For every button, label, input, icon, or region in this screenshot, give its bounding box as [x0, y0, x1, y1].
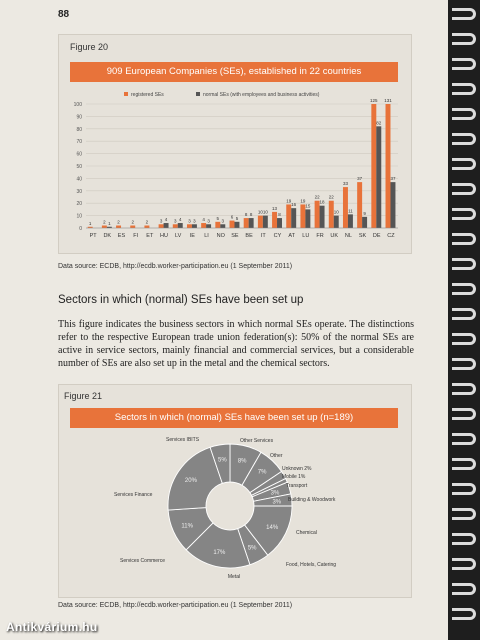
x-tick-label: DE	[372, 233, 381, 239]
y-tick-label: 40	[76, 176, 82, 183]
bar	[286, 204, 291, 228]
bar	[159, 224, 164, 228]
x-tick-label: LI	[204, 233, 209, 239]
x-tick-label: UK	[330, 233, 339, 239]
y-tick-label: 20	[76, 201, 82, 208]
spiral-ring	[452, 483, 476, 495]
bar	[116, 226, 121, 228]
slice-category-label: Other	[270, 453, 283, 459]
bar-chart	[64, 84, 404, 248]
spiral-ring	[452, 508, 476, 520]
bar	[263, 216, 268, 228]
page-number: 88	[58, 9, 70, 20]
spiral-ring	[452, 208, 476, 220]
bar	[315, 201, 320, 228]
section-body-text: This figure indicates the business sectors in which normal SEs operate. The distinctions refer to the respective European trade union federation(s): 50% of the normal SEs are active in service sectors, mainly financial and commercial services, but a considerable number of SEs are also set up in the metal and the chemical sectors.	[58, 319, 414, 369]
slice-percent-label: 20%	[184, 477, 197, 484]
bar	[272, 212, 277, 228]
bar-value-label: 22	[314, 194, 320, 200]
slice-category-label: Unknown 2%	[282, 466, 312, 472]
bar-value-label: 1	[108, 220, 111, 226]
bar	[215, 222, 220, 228]
bar	[277, 218, 282, 228]
y-tick-label: 10	[76, 213, 82, 220]
spiral-ring	[452, 308, 476, 320]
figure-20-source: Data source: ECDB, http://ecdb.worker-participation.eu (1 September 2011)	[58, 263, 293, 270]
bar-value-label: 11	[348, 208, 353, 214]
x-tick-label: LU	[302, 233, 310, 239]
slice-percent-label: 3%	[270, 490, 280, 497]
bar	[376, 126, 381, 228]
slice-percent-label: 8%	[237, 458, 247, 465]
bar	[334, 216, 339, 228]
bar-value-label: 10	[333, 209, 339, 215]
slice-category-label: Chemical	[296, 530, 317, 536]
bar	[178, 223, 183, 228]
x-tick-label: CZ	[387, 233, 395, 239]
spiral-ring	[452, 458, 476, 470]
spiral-ring	[452, 233, 476, 245]
bar-value-label: 18	[319, 199, 325, 205]
slice-percent-label: 5%	[247, 545, 257, 552]
bar-value-label: 3	[193, 218, 196, 224]
slice-percent-label: 17%	[213, 549, 226, 556]
bar	[220, 224, 225, 228]
spiral-ring	[452, 608, 476, 620]
figure-20-title: 909 European Companies (SEs), established in 22 countries	[70, 62, 398, 82]
spiral-ring	[452, 433, 476, 445]
figure-20-label: Figure 20	[70, 42, 109, 52]
x-tick-label: AT	[288, 233, 295, 239]
bar-value-label: 19	[286, 198, 292, 204]
x-tick-label: IE	[189, 233, 195, 239]
slice-category-label: Services Commerce	[120, 558, 166, 564]
slice-category-label: Other Services	[240, 438, 274, 444]
bar-value-label: 3	[174, 218, 177, 224]
figure-21-source: Data source: ECDB, http://ecdb.worker-participation.eu (1 September 2011)	[58, 602, 293, 609]
legend-label: normal SEs (with employees and business activities)	[203, 92, 320, 98]
x-tick-label: HU	[160, 233, 168, 239]
x-tick-label: CY	[273, 233, 282, 239]
bar	[305, 209, 310, 228]
x-tick-label: LV	[175, 233, 182, 239]
bar-value-label: 4	[164, 217, 168, 223]
slice-category-label: Building & Woodwork	[288, 497, 336, 503]
bar-value-label: 2	[103, 219, 106, 225]
x-tick-label: IT	[260, 233, 266, 239]
spiral-ring	[452, 8, 476, 20]
bar	[390, 182, 395, 228]
bar	[362, 217, 367, 228]
y-tick-label: 50	[76, 164, 82, 170]
section-title: Sectors in which (normal) SEs have been set up	[58, 294, 304, 306]
x-tick-label: FR	[316, 233, 324, 239]
bar-value-label: 37	[357, 176, 363, 182]
bar-value-label: 33	[342, 181, 348, 187]
bar-value-label: 131	[384, 98, 392, 103]
bar-value-label: 3	[159, 218, 163, 224]
slice-percent-label: 14%	[266, 524, 279, 531]
y-tick-label: 30	[76, 188, 82, 195]
x-tick-label: NO	[216, 233, 225, 239]
bar-value-label: 19	[300, 198, 306, 204]
spiral-ring	[452, 408, 476, 420]
legend-swatch	[196, 92, 200, 96]
spiral-ring	[452, 183, 476, 195]
y-tick-label: 80	[76, 126, 82, 133]
bar-value-label: 3	[188, 218, 191, 224]
spiral-ring	[452, 158, 476, 170]
x-tick-label: NL	[344, 233, 352, 239]
bar	[244, 218, 249, 228]
spiral-binding	[448, 0, 480, 640]
bar-value-label: 8	[278, 212, 281, 218]
x-tick-label: PT	[89, 233, 97, 239]
bar-value-label: 82	[376, 120, 382, 126]
bar-value-label: 2	[131, 219, 134, 225]
bar	[206, 224, 211, 228]
bar-value-label: 6	[230, 214, 234, 220]
bar-value-label: 2	[145, 219, 149, 225]
figure-21-label: Figure 21	[64, 391, 103, 401]
bar-value-label: 5	[216, 215, 220, 221]
x-tick-label: SK	[358, 233, 367, 239]
bar-value-label: 2	[117, 219, 120, 225]
bar	[230, 221, 235, 228]
x-tick-label: ET	[146, 233, 154, 239]
bar-value-label: 9	[363, 210, 366, 216]
bar	[234, 222, 239, 228]
x-tick-label: ES	[117, 233, 126, 239]
slice-category-label: Food, Hotels, Catering	[286, 562, 337, 568]
slice-category-label: Services Finance	[114, 492, 153, 498]
y-tick-label: 90	[76, 114, 82, 121]
bar	[357, 182, 362, 228]
bar	[320, 206, 325, 228]
slice-category-label: Transport	[286, 483, 308, 489]
slice-percent-label: 11%	[181, 523, 193, 530]
y-tick-label: 70	[76, 139, 82, 146]
spiral-ring	[452, 358, 476, 370]
bar	[348, 214, 353, 228]
bar	[144, 226, 149, 228]
spiral-ring	[452, 533, 476, 545]
spiral-ring	[452, 583, 476, 595]
y-tick-label: 0	[79, 226, 82, 232]
bar	[201, 223, 206, 228]
x-tick-label: DK	[103, 233, 112, 239]
legend-label: registered SEs	[131, 92, 164, 98]
y-tick-label: 60	[76, 151, 82, 158]
spiral-ring	[452, 258, 476, 270]
bar	[192, 224, 197, 228]
bar-value-label: 8	[249, 212, 253, 218]
spiral-ring	[452, 108, 476, 120]
bar	[291, 208, 296, 228]
spiral-ring	[452, 83, 476, 95]
bar	[173, 224, 178, 228]
spiral-ring	[452, 58, 476, 70]
slice-percent-label: 5%	[218, 457, 227, 464]
spiral-ring	[452, 133, 476, 145]
figure-21-title: Sectors in which (normal) SEs have been set up (n=189)	[70, 408, 398, 428]
bar-value-label: 3	[221, 218, 225, 224]
legend-swatch	[124, 92, 128, 96]
slice-category-label: Services IBITS	[166, 437, 200, 443]
bar-value-label: 1	[88, 220, 92, 226]
x-tick-label: SE	[231, 233, 239, 239]
bar-value-label: 10	[257, 209, 263, 215]
spiral-ring	[452, 383, 476, 395]
bar-value-label: 4	[178, 217, 182, 223]
bar	[187, 224, 192, 228]
y-tick-label: 100	[73, 102, 82, 108]
bar-value-label: 4	[202, 217, 205, 223]
slice-category-label: Mobile 1%	[282, 474, 306, 480]
watermark-logo: Antikvárium.hu	[6, 620, 98, 634]
slice-category-label: Metal	[227, 574, 241, 580]
bar-value-label: 13	[272, 205, 278, 211]
spiral-ring	[452, 558, 476, 570]
bar	[386, 104, 391, 228]
spiral-ring	[452, 33, 476, 45]
bar-value-label: 37	[390, 176, 396, 182]
bar-value-label: 8	[244, 212, 248, 218]
bar-value-label: 125	[370, 98, 378, 103]
bar	[258, 216, 263, 228]
slice-percent-label: 7%	[257, 469, 267, 476]
bar-value-label: 22	[328, 194, 334, 200]
bar	[130, 226, 135, 228]
bar-value-label: 3	[207, 218, 210, 224]
bar-value-label: 10	[262, 209, 268, 215]
bar	[249, 218, 254, 228]
bar	[164, 223, 169, 228]
bar-value-label: 5	[235, 215, 239, 221]
bar-value-label: 15	[305, 203, 311, 209]
spiral-ring	[452, 283, 476, 295]
pie-chart	[64, 432, 404, 582]
slice-percent-label: 3%	[272, 499, 282, 506]
bar-value-label: 16	[291, 202, 297, 208]
x-tick-label: BE	[245, 233, 253, 239]
bar	[102, 226, 107, 228]
x-tick-label: FI	[133, 233, 139, 239]
spiral-ring	[452, 333, 476, 345]
